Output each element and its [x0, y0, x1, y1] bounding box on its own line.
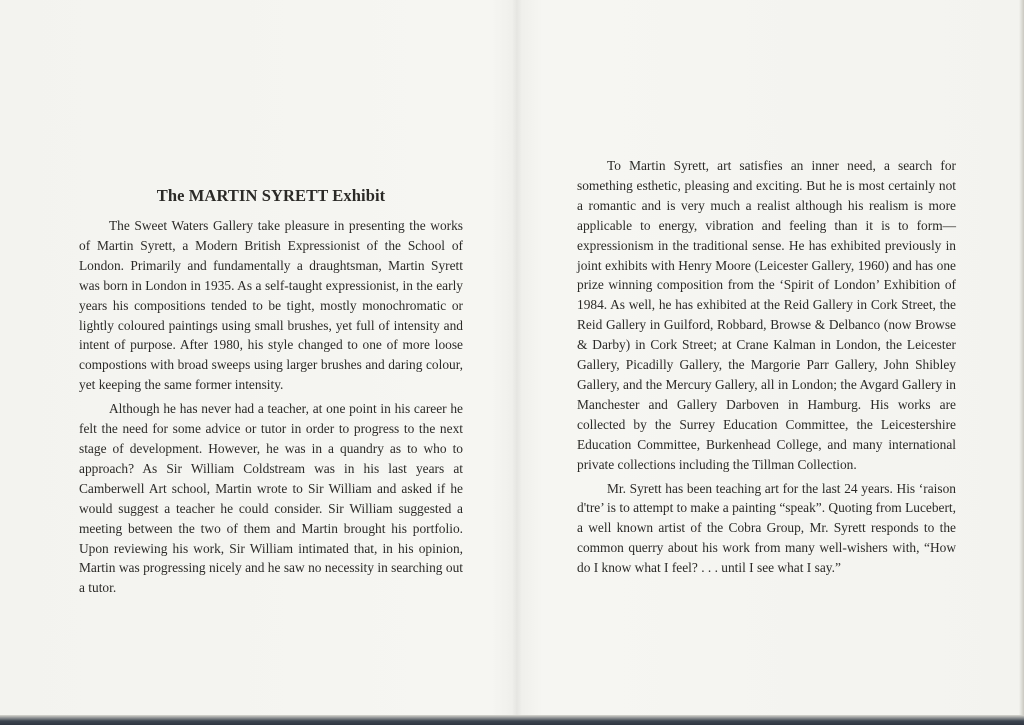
- sheet-right-edge: [1019, 0, 1024, 725]
- teacher-paragraph: Although he has never had a teacher, at one point in his career he felt the need for some advice or tutor in order to progress to the next stage of development. However, he was in a quandry as to who to approach? As Sir William Coldstream was in his last years at Camberwell Art school, Martin wrote to Sir William and asked if he would suggest a teacher he could consider. Sir William suggested a meeting between the two of them and Martin brought his portfolio. Upon reviewing his work, Sir William intimated that, in his opinion, Martin was progressing nicely and he saw no necessity in searching out a tutor.: [79, 401, 463, 596]
- page-fold: [512, 0, 522, 725]
- intro-paragraph: The Sweet Waters Gallery take pleasure in presenting the works of Martin Syrett, a Modern British Expressionist of the School of London. Primarily and fundamentally a draughtsman, Martin Syrett was born in London in 1935. As a self-taught expressionist, in the early years his compositions tended to be tight, mostly monochromatic or lightly coloured paintings using small brushes, yet full of intensity and intent of purpose. After 1980, his style changed to one of more loose compostions with broad sweeps using larger brushes and daring colour, yet keeping the same former intensity.: [79, 218, 463, 393]
- art-philosophy-paragraph: To Martin Syrett, art satisfies an inner need, a search for something esthetic, pleasing and exciting. But he is most certainly not a romantic and is very much a realist although his realism is more applicable to energy, vibration and feeling than it is to form—expressionism in the traditional sense. He has exhibited previously in joint exhibits with Henry Moore (Leicester Gallery, 1960) and has one prize winning composition from the ‘Spirit of London’ Exhibition of 1984. As well, he has exhibited at the Reid Gallery in Cork Street, the Reid Gallery in Guilford, Robbard, Browse & Delbanco (now Browse & Darby) in Cork Street; at Crane Kalman in London, the Leicester Gallery, Picadilly Gallery, the Margorie Parr Gallery, John Shibley Gallery, and the Mercury Gallery, all in London; the Avgard Gallery in Manchester and Gallery Darboven in Hamburg. His works are collected by the Surrey Education Committee, the Leicestershire Education Committee, Burkenhead College, and many international private collections including the Tillman Collection.: [577, 158, 956, 472]
- left-page-column: [79, 185, 463, 598]
- teaching-paragraph: Mr. Syrett has been teaching art for the last 24 years. His ‘raison d'tre’ is to attempt to make a painting “speak”. Quoting from Lucebert, a well known artist of the Cobra Group, Mr. Syrett responds to the common querry about his work from many well-wishers with, “How do I know what I feel? . . . until I see what I say.”: [577, 480, 956, 576]
- right-page-column: [577, 156, 956, 578]
- exhibit-title: The MARTIN SYRETT Exhibit: [156, 186, 386, 205]
- scan-bottom-edge: [0, 715, 1024, 725]
